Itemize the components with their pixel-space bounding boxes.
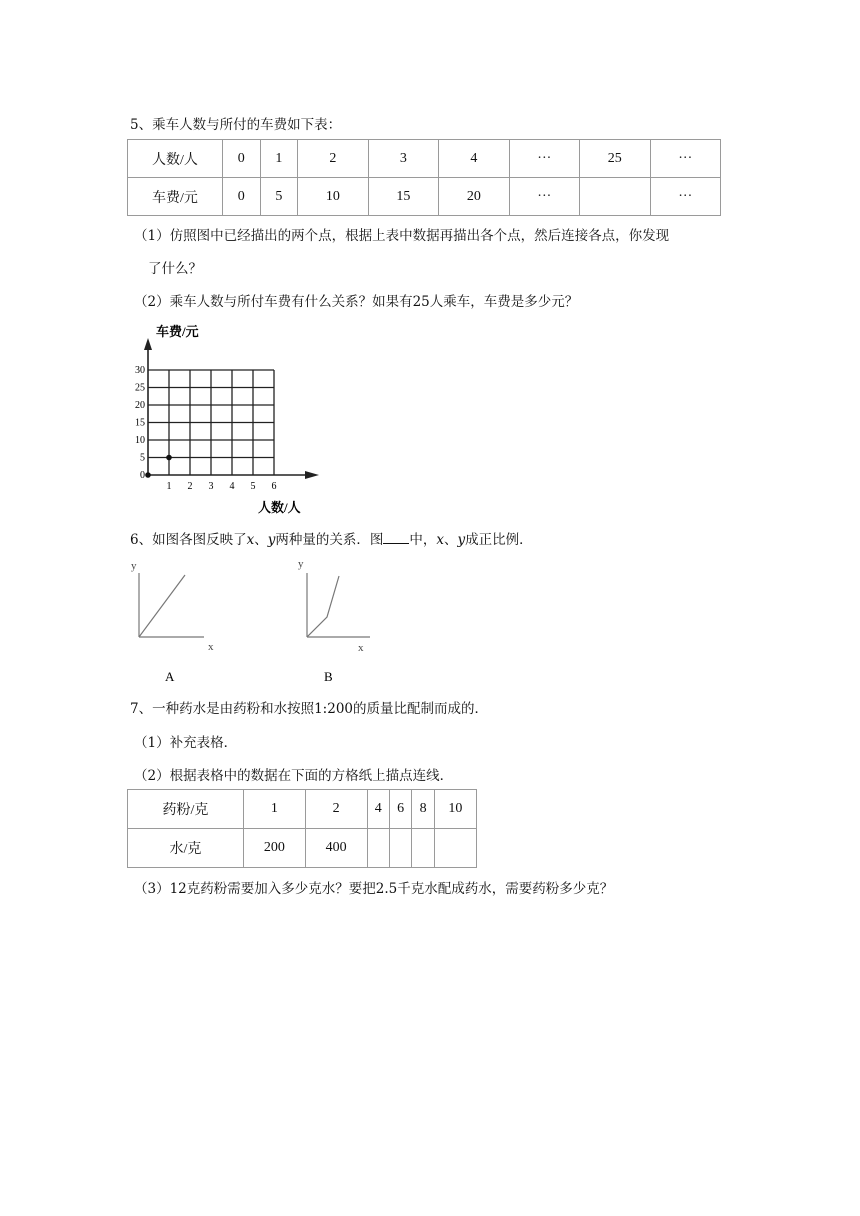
graph-y-ticks (135, 365, 145, 481)
q5-fare-graph (128, 320, 338, 520)
header-fare: 车费/元 (128, 178, 223, 216)
graph-y-title: 车费/元 (156, 324, 199, 339)
fig-a-line (139, 575, 185, 637)
q5-sub2: （2）乘车人数与所付车费有什么关系？如果有25人乘车，车费是多少元？ (134, 294, 579, 310)
fig-b-label: B (324, 669, 333, 684)
q7-sub1: （1）补充表格． (134, 735, 238, 751)
y-tick-label: 5 (140, 452, 145, 464)
y-tick-label: 15 (135, 417, 145, 429)
q5-title: 5、乘车人数与所付的车费如下表： (130, 117, 342, 133)
y-tick-label: 20 (135, 400, 145, 411)
table-row (128, 178, 721, 216)
table-cell: 4 (367, 790, 389, 829)
table-cell[interactable] (389, 829, 411, 868)
table-cell: 2 (305, 790, 367, 829)
q6-sep-2: 、 (443, 532, 458, 548)
table-cell[interactable] (412, 829, 434, 868)
table-cell: ··· (509, 140, 579, 178)
x-tick-label: 2 (187, 481, 193, 492)
y-axis-arrow-icon (144, 338, 152, 350)
q6-figure-a (128, 555, 223, 685)
table-cell: 200 (244, 829, 306, 868)
table-cell: 0 (223, 178, 261, 216)
header-powder: 药粉/克 (128, 790, 244, 829)
table-cell: 1 (244, 790, 306, 829)
q6-text-d: 成正比例． (465, 532, 533, 548)
table-cell: ··· (509, 178, 579, 216)
fig-a-label: A (165, 669, 175, 684)
table-cell: 20 (439, 178, 509, 216)
fig-b-x-label: x (358, 642, 364, 654)
table-cell[interactable] (434, 829, 476, 868)
q5-fare-table (127, 139, 721, 216)
table-cell: 25 (580, 140, 650, 178)
q7-sub3: （3）12克药粉需要加入多少克水？要把2.5千克水配成药水，需要药粉多少克？ (134, 881, 614, 897)
q6-sep: 、 (254, 532, 268, 548)
q6-x-var-2: x (436, 532, 444, 548)
table-cell: 5 (260, 178, 298, 216)
table-cell: 6 (389, 790, 411, 829)
table-cell: ··· (650, 140, 721, 178)
table-cell: ··· (650, 178, 721, 216)
q6-y-var-2: y (457, 532, 466, 548)
table-cell: 15 (368, 178, 438, 216)
table-row (128, 790, 477, 829)
graph-x-title: 人数/人 (258, 500, 301, 515)
fig-a-x-label: x (208, 641, 214, 653)
table-cell: 0 (223, 140, 261, 178)
x-tick-label: 3 (208, 481, 214, 492)
table-cell: 10 (298, 178, 368, 216)
graph-x-ticks (167, 481, 277, 492)
table-cell: 10 (434, 790, 476, 829)
x-tick-label: 5 (250, 481, 256, 492)
q6-text-c: 中， (409, 532, 437, 548)
header-water: 水/克 (128, 829, 244, 868)
plotted-point (166, 455, 172, 461)
y-tick-label: 25 (135, 382, 145, 394)
table-cell: 8 (412, 790, 434, 829)
x-tick-label: 1 (166, 481, 172, 492)
y-tick-label: 30 (135, 365, 145, 376)
table-cell (580, 178, 650, 216)
y-tick-label: 0 (140, 470, 145, 481)
table-cell: 400 (305, 829, 367, 868)
fig-a-y-label: y (131, 560, 137, 572)
table-row (128, 140, 721, 178)
q6-y-var: y (267, 532, 276, 548)
x-axis-arrow-icon (305, 471, 319, 479)
table-cell: 3 (368, 140, 438, 178)
table-cell: 4 (439, 140, 509, 178)
fig-b-y-label: y (298, 558, 304, 570)
q7-mixture-table (127, 789, 477, 868)
q6-text (130, 528, 533, 548)
x-tick-label: 6 (271, 481, 277, 492)
q5-sub1-line2: 了什么？ (148, 261, 202, 277)
q6-text-a: 6、如图各图反映了 (130, 532, 247, 548)
q6-figure-b (296, 555, 391, 685)
q5-sub1-line1: （1）仿照图中已经描出的两个点，根据上表中数据再描出各个点，然后连接各点，你发现 (134, 228, 670, 244)
y-tick-label: 10 (135, 435, 145, 446)
table-row (128, 829, 477, 868)
fig-b-line (307, 576, 339, 637)
q7-sub2: （2）根据表格中的数据在下面的方格纸上描点连线． (134, 768, 454, 784)
plotted-point (145, 472, 151, 478)
q6-answer-blank[interactable] (383, 531, 409, 544)
q6-x-var: x (246, 532, 255, 548)
q6-text-b: 两种量的关系．图 (275, 532, 384, 548)
table-cell: 1 (260, 140, 298, 178)
x-tick-label: 4 (229, 481, 235, 492)
q7-title: 7、一种药水是由药粉和水按照1:200的质量比配制而成的． (130, 701, 488, 717)
table-cell[interactable] (367, 829, 389, 868)
header-people: 人数/人 (128, 140, 223, 178)
table-cell: 2 (298, 140, 368, 178)
